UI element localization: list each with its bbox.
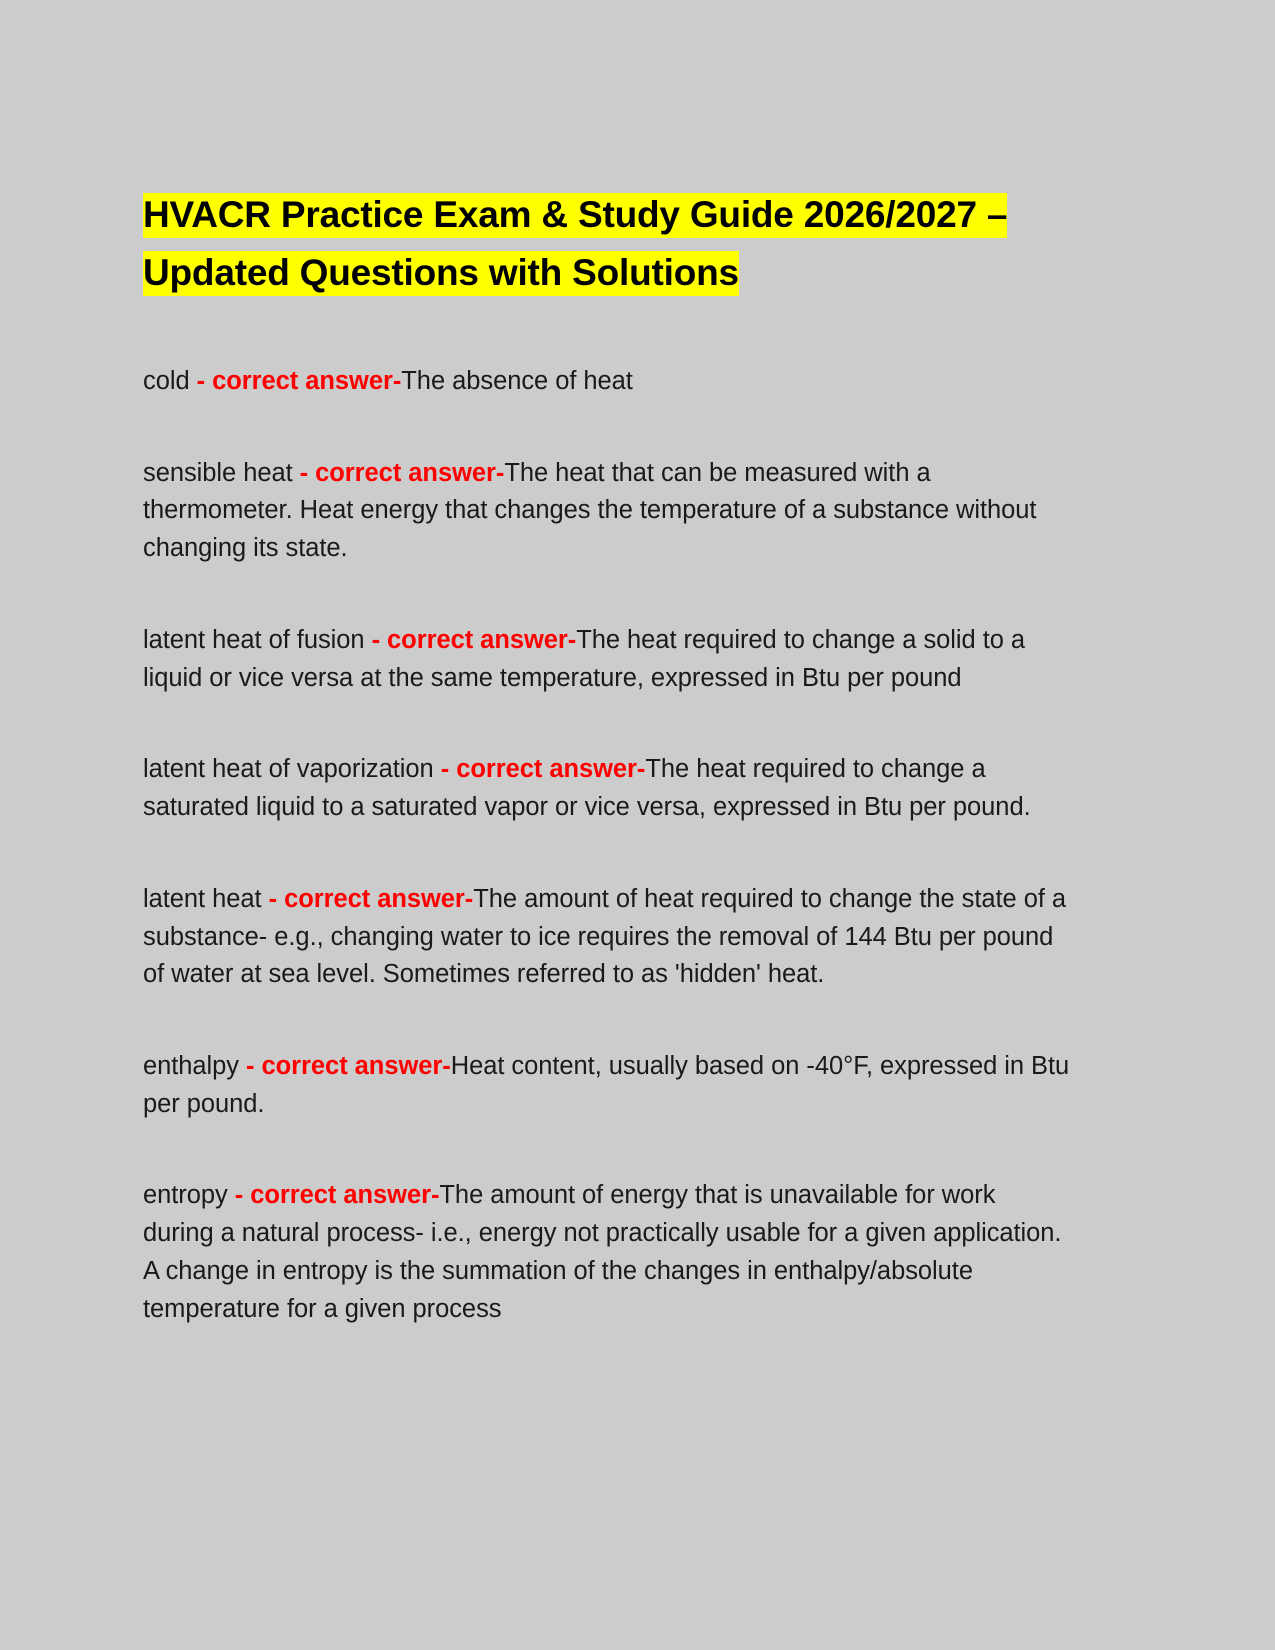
page-title xyxy=(143,186,1048,303)
qa-answer: The heat that can be measured with a thermometer. Heat energy that changes the temperature of a substance without changing its state. xyxy=(143,458,1037,563)
qa-term: latent heat of fusion xyxy=(143,625,372,654)
qa-marker: - correct answer- xyxy=(234,1181,440,1210)
qa-answer: Heat content, usually based on -40°F, expressed in Btu per pound. xyxy=(143,1051,1070,1118)
qa-entry xyxy=(143,622,1073,697)
qa-term: entropy xyxy=(143,1181,235,1210)
qa-marker: - correct answer- xyxy=(440,755,646,784)
qa-entry xyxy=(143,1177,1073,1328)
qa-answer: The heat required to change a saturated liquid to a saturated vapor or vice versa, expressed in Btu per pound. xyxy=(143,755,1031,822)
qa-term: cold xyxy=(143,366,197,395)
qa-term: sensible heat xyxy=(143,458,300,487)
qa-entry xyxy=(143,1048,1073,1123)
qa-marker: - correct answer- xyxy=(371,625,577,654)
qa-answer: The heat required to change a solid to a liquid or vice versa at the same temperature, expressed in Btu per pound xyxy=(143,625,1026,692)
qa-marker: - correct answer- xyxy=(196,366,402,395)
qa-marker: - correct answer- xyxy=(268,884,474,913)
qa-entry xyxy=(143,455,1073,568)
qa-entry xyxy=(143,363,1073,401)
qa-marker: - correct answer- xyxy=(246,1051,451,1080)
page-title-line-2: Updated Questions with Solutions xyxy=(143,251,739,296)
qa-answer: The amount of heat required to change the state of a substance- e.g., changing water to ice requires the removal of 144 Btu per pound of water at sea level. Sometimes referred to as 'hidden' heat. xyxy=(143,884,1067,989)
qa-entry xyxy=(143,751,1073,826)
qa-answer: The absence of heat xyxy=(401,366,633,395)
page-title-line-1: HVACR Practice Exam & Study Guide 2026/2027 – xyxy=(143,193,1007,238)
qa-entry xyxy=(143,881,1073,994)
qa-term: latent heat of vaporization xyxy=(143,755,441,784)
qa-list xyxy=(143,363,1080,1328)
qa-marker: - correct answer- xyxy=(299,458,505,487)
qa-term: enthalpy xyxy=(143,1051,247,1080)
qa-answer: The amount of energy that is unavailable for work during a natural process- i.e., energy not practically usable for a given application. A change in entropy is the summation of the changes in enthalpy/absolute temperature for a given process xyxy=(143,1181,1062,1323)
qa-term: latent heat xyxy=(143,884,269,913)
